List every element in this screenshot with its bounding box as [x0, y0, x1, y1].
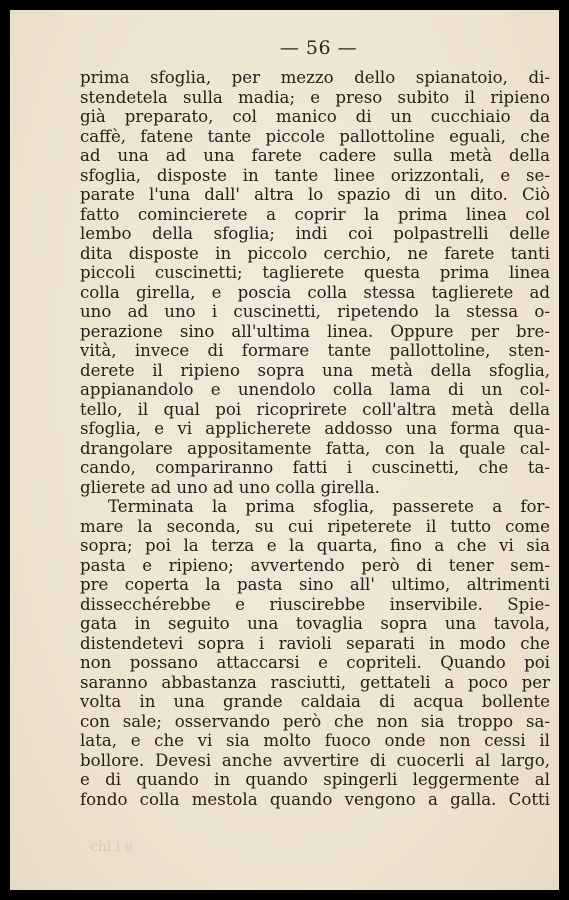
text-line: piccoli cuscinetti; taglierete questa prima linea	[80, 263, 550, 282]
bleed-through-text: chi i e	[90, 839, 133, 855]
text-line: perazione sino all'ultima linea. Oppure per bre-	[80, 321, 550, 341]
text-line: ad una ad una farete cadere sulla metà della	[80, 146, 550, 165]
text-line: pre coperta la pasta sino all' ultimo, altrimenti	[80, 575, 550, 594]
text-line: già preparato, col manico di un cucchiaio da	[80, 107, 550, 126]
text-line: volta in una grande caldaia di acqua bollente	[80, 692, 550, 711]
text-line: cando, compariranno fatti i cuscinetti, che ta-	[80, 458, 550, 477]
text-line: sfoglia, e vi applicherete addosso una forma qua-	[80, 419, 550, 438]
text-line: bollore. Devesi anche avvertire di cuocerli al largo,	[80, 750, 550, 770]
text-line: vità, invece di formare tante pallottoline, sten-	[80, 341, 550, 360]
text-line: lata, e che vi sia molto fuoco onde non cessi il	[80, 731, 550, 750]
text-line: dissecchérebbe e riuscirebbe inservibile. Spie-	[80, 594, 550, 614]
text-line: tello, il qual poi ricoprirete coll'altra metà della	[80, 399, 550, 419]
text-line: colla girella, e poscia colla stessa taglierete ad	[80, 282, 550, 302]
text-line: e di quando in quando spingerli leggermente al	[80, 770, 550, 789]
text-line: uno ad uno i cuscinetti, ripetendo la stessa o-	[80, 302, 550, 321]
text-line: sopra; poi la terza e la quarta, fino a che vi sia	[80, 536, 550, 555]
text-line: drangolare appositamente fatta, con la quale cal-	[80, 438, 550, 458]
text-line: prima sfoglia, per mezzo dello spianatoio, di-	[80, 68, 550, 87]
text-line: derete il ripieno sopra una metà della sfoglia,	[80, 360, 550, 380]
text-line: non possano attaccarsi e copriteli. Quando poi	[80, 653, 550, 672]
text-line: saranno abbastanza rasciutti, gettateli a poco per	[80, 672, 550, 692]
text-line: distendetevi sopra i ravioli separati in modo che	[80, 633, 550, 653]
text-line: stendetela sulla madia; e preso subito il ripieno	[80, 87, 550, 107]
book-page	[10, 10, 559, 890]
text-line: caffè, fatene tante piccole pallottoline eguali, che	[80, 126, 550, 146]
text-line: appianandolo e unendolo colla lama di un col-	[80, 380, 550, 399]
text-line: lembo della sfoglia; indi coi polpastrelli delle	[80, 224, 550, 243]
text-line: mare la seconda, su cui ripeterete il tutto come	[80, 516, 550, 536]
text-line: glierete ad uno ad uno colla girella.	[80, 477, 380, 497]
text-line: gata in seguito una tovaglia sopra una tavola,	[80, 614, 550, 633]
text-line: con sale; osservando però che non sia troppo sa-	[80, 711, 550, 731]
text-line: dita disposte in piccolo cerchio, ne farete tanti	[80, 243, 550, 263]
text-line: fatto comincierete a coprir la prima linea col	[80, 204, 550, 224]
text-line: pasta e ripieno; avvertendo però di tener sem-	[80, 555, 550, 575]
text-line: sfoglia, disposte in tante linee orizzontali, e se-	[80, 165, 550, 185]
page-number: — 56 —	[279, 37, 358, 59]
body-text	[80, 68, 550, 809]
text-line: fondo colla mestola quando vengono a galla. Cotti	[80, 789, 550, 809]
text-line: Terminata la prima sfoglia, passerete a for-	[108, 497, 550, 516]
text-line: parate l'una dall' altra lo spazio di un dito. Ciò	[80, 185, 550, 204]
